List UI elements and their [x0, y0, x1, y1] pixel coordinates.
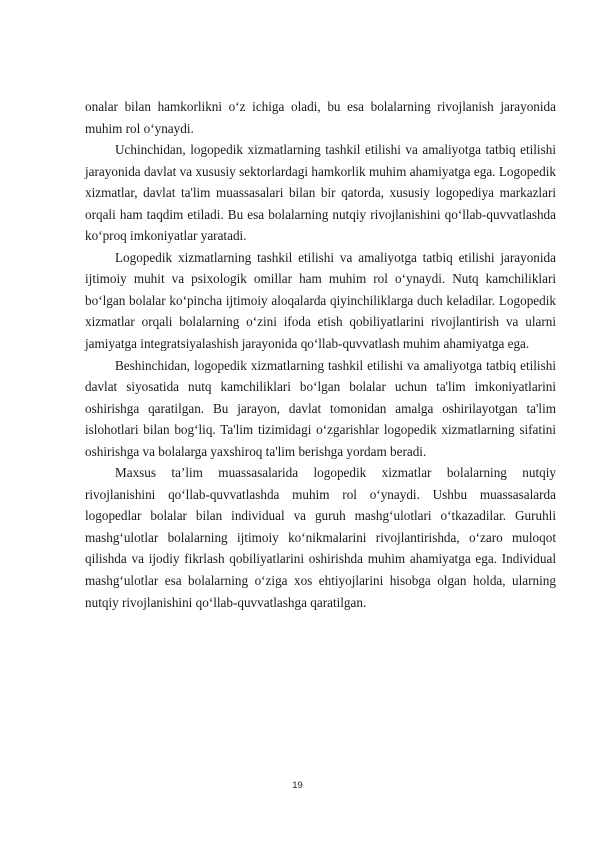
paragraph-third-point: Uchinchidan, logopedik xizmatlarning tashkil etilishi va amaliyotga tatbiq etilishi jarayonida davlat va xususiy sektorlardagi hamkorlik muhim ahamiyatga ega. Logopedik xizmatlar, davlat ta'lim muassasalari bilan bir qatorda, xususiy logopediya markazlari orqali ham taqdim etiladi. Bu esa bolalarning nutqiy rivojlanishini qo‘llab-quvvatlashda ko‘proq imkoniyatlar yaratadi.: [85, 142, 556, 244]
page-number: 19: [292, 780, 303, 791]
paragraph-fifth-point: Beshinchidan, logopedik xizmatlarning tashkil etilishi va amaliyotga tatbiq etilishi davlat siyosatida nutq kamchiliklari bo‘lgan bolalar uchun ta'lim imkoniyatlarini oshirishga qaratilgan. Bu jarayon, davlat tomonidan amalga oshirilayotgan ta'lim islohotlari bilan bog‘liq. Ta'lim tizimidagi o‘zgarishlar logopedik xizmatlarning sifatini oshirishga va bolalarga yaxshiroq ta'lim berishga yordam beradi.: [85, 357, 556, 459]
body-text: [85, 96, 556, 613]
paragraph-social-environment: Logopedik xizmatlarning tashkil etilishi va amaliyotga tatbiq etilishi jarayonida ijtimoiy muhit va psixologik omillar ham muhim rol o‘ynaydi. Nutq kamchiliklari bo‘lgan bolalar ko‘pincha ijtimoiy aloqalarda qiyinchiliklarga duch keladilar. Logopedik xizmatlar orqali bolalarning o‘zini ifoda etish qobiliyatlarini rivojlantirish va ularni jamiyatga integratsiyalashish jarayonida qo‘llab-quvvatlash muhim ahamiyatga ega.: [85, 249, 556, 352]
paragraph-continuation: onalar bilan hamkorlikni o‘z ichiga oladi, bu esa bolalarning rivojlanish jarayonida muhim rol o‘ynaydi.: [85, 99, 556, 136]
paragraph-special-education: Maxsus ta’lim muassasalarida logopedik xizmatlar bolalarning nutqiy rivojlanishini qo‘llab-quvvatlashda muhim rol o‘ynaydi. Ushbu muassasalarda logopedlar bolalar bilan individual va guruh mashg‘ulotlari o‘tkazadilar. Guruhli mashg‘ulotlar bolalarning ijtimoiy ko‘nikmalarini rivojlantirishda, o‘zaro muloqot qilishda va ijodiy fikrlash qobiliyatlarini oshirishda muhim ahamiyatga ega. Individual mashg‘ulotlar esa bolalarning o‘ziga xos ehtiyojlarini hisobga olgan holda, ularning nutqiy rivojlanishini qo‘llab-quvvatlashga qaratilgan.: [85, 465, 556, 610]
